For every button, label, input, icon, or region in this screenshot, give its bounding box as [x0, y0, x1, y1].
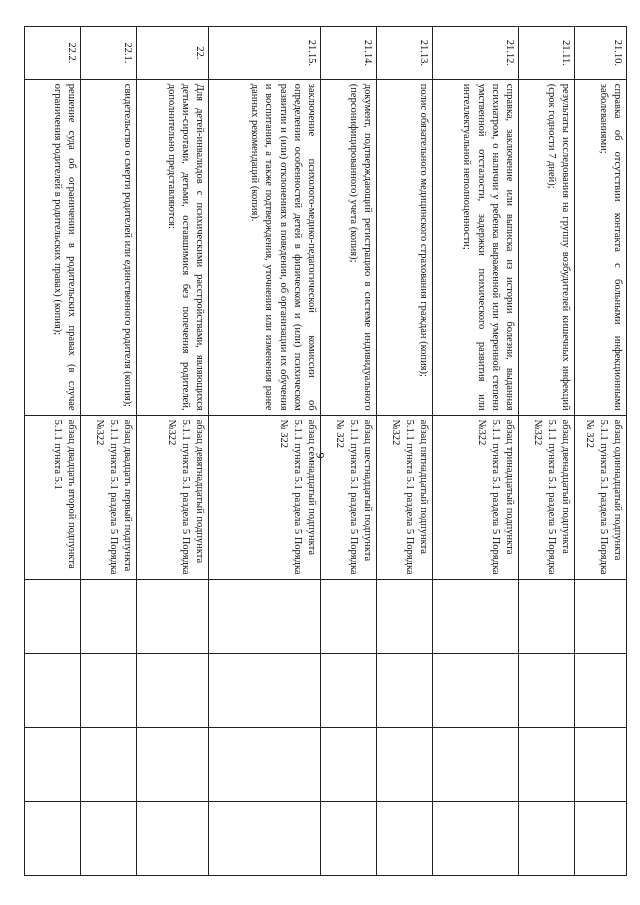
row-number: 22.1.	[81, 27, 137, 80]
empty-cell	[25, 654, 81, 728]
empty-cell	[575, 580, 627, 654]
page-number: 9	[313, 452, 328, 459]
row-number: 21.15.	[209, 27, 321, 80]
empty-cell	[377, 728, 433, 802]
row-number: 21.14.	[321, 27, 377, 80]
empty-cell	[321, 580, 377, 654]
empty-cell	[321, 802, 377, 876]
document-name: документ, подтверждающий регистрацию в системе индивидуального (персонифицированного) учета (копия);	[321, 79, 377, 415]
document-name: справка об отсутствии контакта с больными инфекционными заболеваниями;	[575, 79, 627, 415]
empty-cell	[209, 654, 321, 728]
document-name: свидетельство о смерти родителей или единственного родителя (копия);	[81, 79, 137, 415]
empty-cell	[433, 728, 519, 802]
table-row	[209, 27, 321, 876]
table-row	[137, 27, 209, 876]
table-row	[321, 27, 377, 876]
empty-cell	[81, 654, 137, 728]
empty-cell	[209, 802, 321, 876]
legal-reference: абзац тринадцатый подпункта 5.1.1 пункта 5.1 раздела 5 Порядка №322	[433, 415, 519, 580]
empty-cell	[137, 802, 209, 876]
empty-cell	[25, 728, 81, 802]
empty-cell	[519, 802, 575, 876]
table-row	[519, 27, 575, 876]
document-name: результаты исследования на группу возбудителей кишечных инфекций (срок годности 7 дней);	[519, 79, 575, 415]
empty-cell	[433, 654, 519, 728]
legal-reference: абзац девятнадцатый подпункта 5.1.1 пункта 5.1 раздела 5 Порядка №322	[137, 415, 209, 580]
row-number: 21.11.	[519, 27, 575, 80]
empty-cell	[519, 728, 575, 802]
table-row	[433, 27, 519, 876]
legal-reference: абзац двадцать второй подпункта 5.1.1 пункта 5.1	[25, 415, 81, 580]
empty-cell	[321, 654, 377, 728]
row-number: 21.13.	[377, 27, 433, 80]
row-number: 22.	[137, 27, 209, 80]
empty-cell	[575, 654, 627, 728]
document-name: Для детей-инвалидов с психическими расстройствами, являющихся детьми-сиротами, детьми, оставшимися без попечения родителей, дополнительно представляются:	[137, 79, 209, 415]
empty-cell	[209, 580, 321, 654]
empty-cell	[81, 802, 137, 876]
empty-cell	[137, 728, 209, 802]
row-number: 21.12.	[433, 27, 519, 80]
empty-cell	[519, 654, 575, 728]
empty-cell	[81, 580, 137, 654]
document-name: полис обязательного медицинского страхования граждан (копия);	[377, 79, 433, 415]
empty-cell	[433, 802, 519, 876]
empty-cell	[321, 728, 377, 802]
empty-cell	[209, 728, 321, 802]
empty-cell	[377, 654, 433, 728]
empty-cell	[81, 728, 137, 802]
documents-table	[24, 26, 627, 876]
document-sheet	[47, 26, 627, 876]
empty-cell	[137, 654, 209, 728]
legal-reference: абзац семнадцатый подпункта 5.1.1 пункта 5.1 раздела 5 Порядка № 322	[209, 415, 321, 580]
empty-cell	[137, 580, 209, 654]
table-row	[81, 27, 137, 876]
table-row	[25, 27, 81, 876]
row-number: 21.10.	[575, 27, 627, 80]
empty-cell	[519, 580, 575, 654]
empty-cell	[377, 802, 433, 876]
empty-cell	[433, 580, 519, 654]
table-row	[377, 27, 433, 876]
empty-cell	[25, 580, 81, 654]
legal-reference: абзац пятнадцатый подпункта 5.1.1 пункта 5.1 раздела 5 Порядка №322	[377, 415, 433, 580]
document-name: справка, заключение или выписка из истории болезни, выданная психиатром, о наличии у ребенка выраженной или умеренной степени умственной отсталости, задержки психического развития или интеллектуальной неполноценности;	[433, 79, 519, 415]
legal-reference: абзац двенадцатый подпункта 5.1.1 пункта 5.1 раздела 5 Порядка №322	[519, 415, 575, 580]
empty-cell	[575, 802, 627, 876]
legal-reference: абзац одиннадцатый подпункта 5.1.1 пункта 5.1 раздела 5 Порядка № 322	[575, 415, 627, 580]
row-number: 22.2.	[25, 27, 81, 80]
empty-cell	[25, 802, 81, 876]
legal-reference: абзац шестнадцатый подпункта 5.1.1 пункта 5.1 раздела 5 Порядка № 322	[321, 415, 377, 580]
empty-cell	[377, 580, 433, 654]
empty-cell	[575, 728, 627, 802]
document-name: решение суда об ограничении в родительских правах (в случае ограничения родителей в родительских правах) (копия);	[25, 79, 81, 415]
table-row	[575, 27, 627, 876]
legal-reference: абзац двадцать первый подпункта 5.1.1 пункта 5.1 раздела 5 Порядка №322	[81, 415, 137, 580]
document-name: заключение психолого-медико-педагогической комиссии об определении особенностей детей в физическом и (или) психическом развитии и (или) отклонениях в поведении, об организации их обучения и воспитания, а также подтверждения, уточнения или изменения ранее данных рекомендаций (копия).	[209, 79, 321, 415]
